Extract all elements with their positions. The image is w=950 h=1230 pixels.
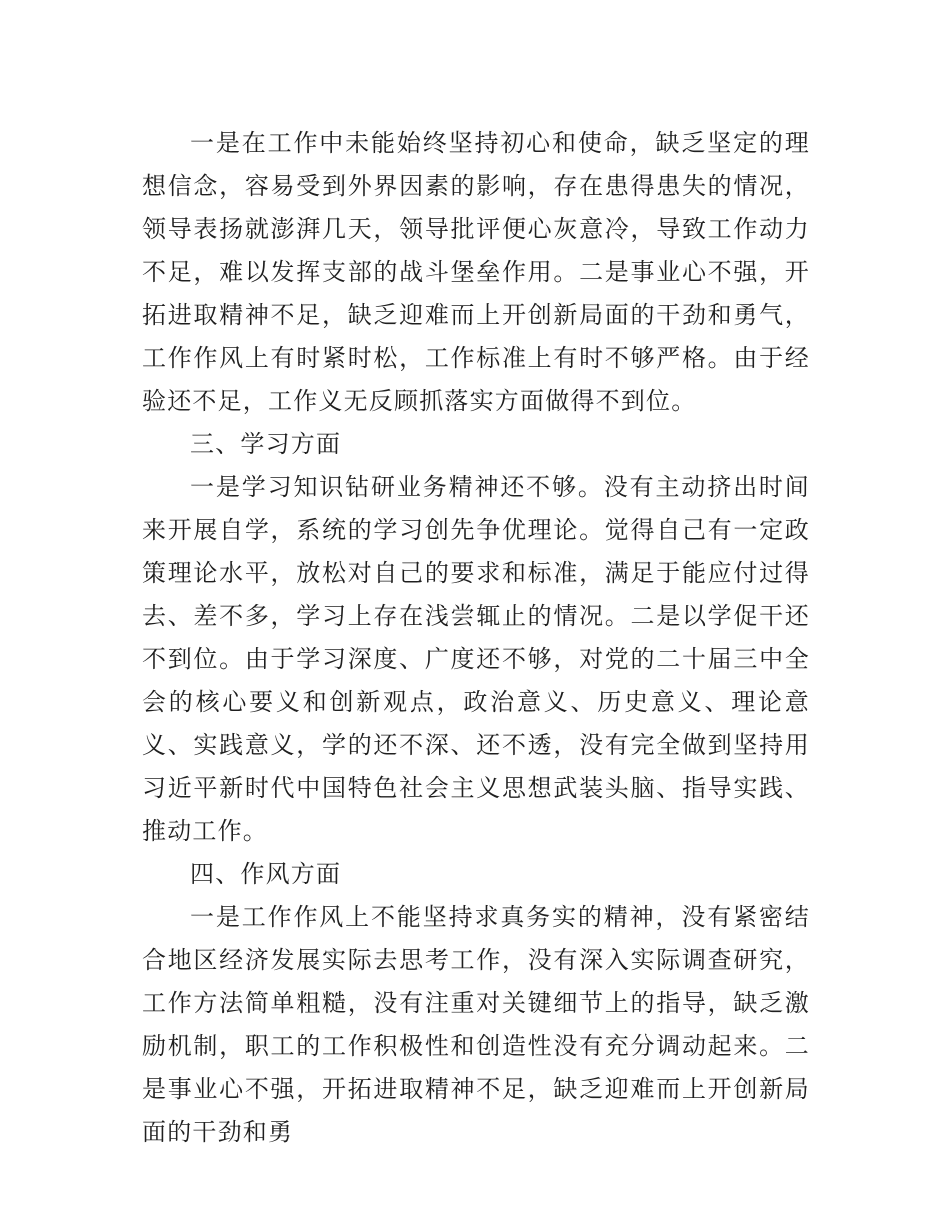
paragraph-attitude-issues: 一是在工作中未能始终坚持初心和使命，缺乏坚定的理想信念，容易受到外界因素的影响，存在患得患失的情况，领导表扬就澎湃几天，领导批评便心灰意冷，导致工作动力不足，难以发挥支部的战斗堡垒作用。二是事业心不强，开拓进取精神不足，缺乏迎难而上开创新局面的干劲和勇气，工作作风上有时紧时松，工作标准上有时不够严格。由于经验还不足，工作义无反顾抓落实方面做得不到位。: [142, 129, 810, 415]
document-body: [142, 122, 810, 1154]
section-heading-work-style: 四、作风方面: [190, 860, 342, 888]
section-heading-learning: 三、学习方面: [190, 430, 342, 458]
paragraph-learning-issues: 一是学习知识钻研业务精神还不够。没有主动挤出时间来开展自学，系统的学习创先争优理论。觉得自己有一定政策理论水平，放松对自己的要求和标准，满足于能应付过得去、差不多，学习上存在浅尝辄止的情况。二是以学促干还不到位。由于学习深度、广度还不够，对党的二十届三中全会的核心要义和创新观点，政治意义、历史意义、理论意义、实践意义，学的还不深、还不透，没有完全做到坚持用习近平新时代中国特色社会主义思想武装头脑、指导实践、推动工作。: [142, 473, 810, 845]
paragraph-work-style-issues: 一是工作作风上不能坚持求真务实的精神，没有紧密结合地区经济发展实际去思考工作，没有深入实际调查研究，工作方法简单粗糙，没有注重对关键细节上的指导，缺乏激励机制，职工的工作积极性和创造性没有充分调动起来。二是事业心不强，开拓进取精神不足，缺乏迎难而上开创新局面的干劲和勇: [142, 903, 810, 1146]
